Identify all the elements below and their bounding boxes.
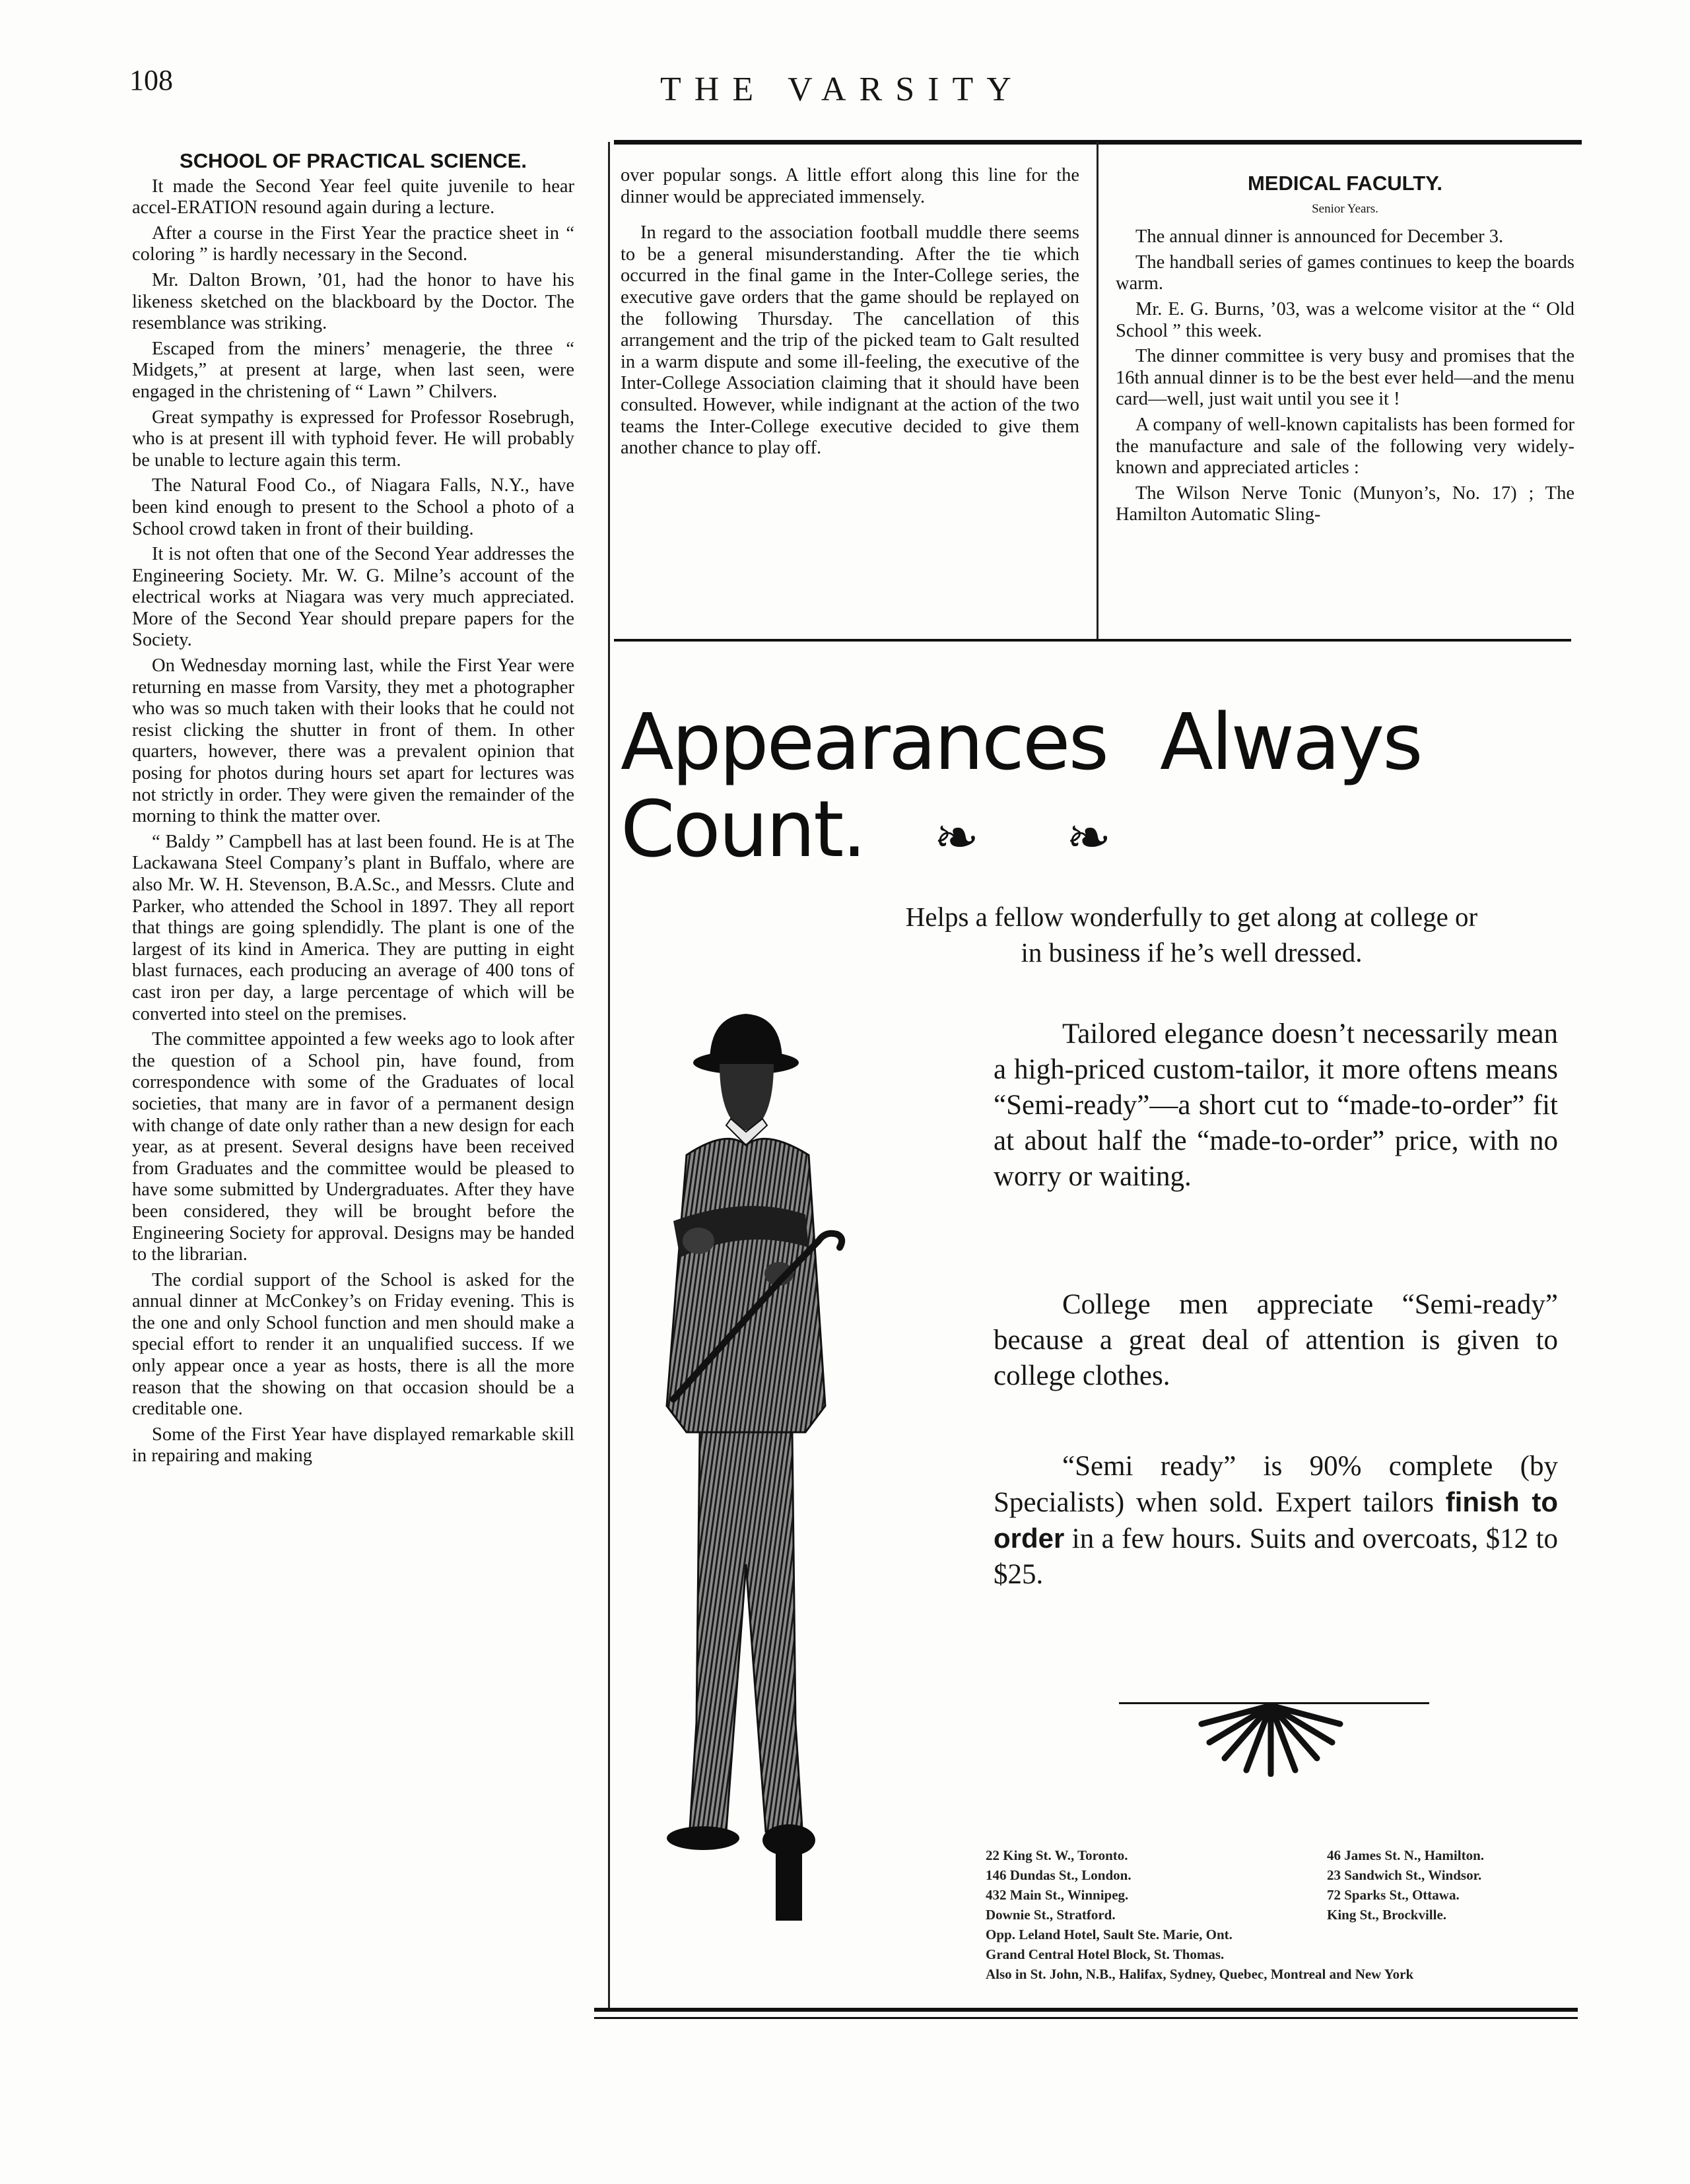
paragraph: Escaped from the miners’ menagerie, the three “ Midgets,” at present at large, when last seen, were engaged in the christening of “ Lawn ” Chilvers. bbox=[132, 338, 574, 402]
headline-word: Always bbox=[1160, 696, 1421, 787]
address-line: King St., Brockville. bbox=[1327, 1907, 1447, 1923]
page-number: 108 bbox=[129, 64, 173, 96]
section-heading: MEDICAL FACULTY. bbox=[1247, 172, 1443, 195]
publication-title: THE VARSITY bbox=[660, 71, 1025, 108]
ad-lead-line: Helps a fellow wonderfully to get along at college or bbox=[905, 902, 1478, 932]
sunburst-ornament-icon bbox=[1195, 1704, 1347, 1777]
paragraph: In regard to the association football muddle there seems to be a general misunderstanding. After the tie which occurred in the final game in the Inter-College series, the executive gave orders that the game should be replayed on the following Thursday. The cancellation of this arrangement and the trip of the picked team to Galt resulted in a warm dispute and some ill-feeling, the executive of the Inter-College Association claiming that it should have been consulted. However, while indignant at the action of the two teams the Inter-College executive decided to give them another chance to play off. bbox=[621, 222, 1079, 459]
football-column bbox=[621, 165, 1079, 463]
headline-word: Count. bbox=[621, 783, 865, 875]
footer-rule bbox=[594, 2008, 1578, 2012]
paragraph: Some of the First Year have displayed remarkable skill in repairing and making bbox=[132, 1424, 574, 1467]
address-line: Grand Central Hotel Block, St. Thomas. bbox=[986, 1946, 1225, 1962]
paragraph: “ Baldy ” Campbell has at last been found. He is at The Lackawana Steel Company’s plant in Buffalo, where are also Mr. W. H. Stevenson, B.A.Sc., and Messrs. Clute and Parker, who attended the School in 1897. They all report that things are going splendidly. The plant is one of the largest of its kind in America. They are putting in eight blast furnaces, each producing an average of 400 tons of cast iron per day, a large percentage of which will be converted into steel on the premises. bbox=[132, 831, 574, 1024]
address-line: Also in St. John, N.B., Halifax, Sydney, Quebec, Montreal and New York bbox=[986, 1966, 1414, 1982]
paragraph: The committee appointed a few weeks ago to look after the question of a School pin, have found, from correspondence with some of the Graduates of local societies, that many are in favor of a permanent design with change of date only rather than a new design for each year, as at present. Several designs have been received from Graduates and the committee would be pleased to have some submitted by Undergraduates. After they have been considered, they will be brought before the Engineering Society for approval. Designs may be handed to the librarian. bbox=[132, 1029, 574, 1265]
column-divider-left bbox=[608, 142, 610, 2010]
address-line: 146 Dundas St., London. bbox=[986, 1867, 1132, 1883]
advertisement-top-rule bbox=[614, 639, 1571, 642]
paragraph: The annual dinner is announced for December 3. bbox=[1135, 226, 1504, 248]
ad-paragraph: Tailored elegance doesn’t necessarily mean a high-priced custom-tailor, it more oftens means “Semi-ready”—a short cut to “made-to-order” fit at about half the “made-to-order” price, with no worry or waiting. bbox=[994, 1018, 1558, 1192]
paragraph: Mr. E. G. Burns, ’03, was a welcome visitor at the “ Old School ” this week. bbox=[1116, 298, 1574, 341]
paragraph: It is not often that one of the Second Year addresses the Engineering Society. Mr. W. G. Milne’s account of the electrical works at Niagara was very much appreciated. More of the Second Year should prepare papers for the Society. bbox=[132, 544, 574, 651]
ad-paragraph bbox=[994, 1449, 1558, 1593]
section-subheading: Senior Years. bbox=[1312, 201, 1378, 216]
paragraph: Mr. Dalton Brown, ’01, had the honor to have his likeness sketched on the blackboard by the Doctor. The resemblance was striking. bbox=[132, 269, 574, 334]
paragraph: The cordial support of the School is asked for the annual dinner at McConkey’s on Friday evening. This is the one and only School function and men should make a special effort to render it an unqualified success. If we only appear once a year as hosts, there is all the more reason that the showing on that occasion should be a creditable one. bbox=[132, 1269, 574, 1420]
medical-faculty-column bbox=[1116, 173, 1574, 530]
paragraph: After a course in the First Year the practice sheet in “ coloring ” is hardly necessary in the Second. bbox=[132, 222, 574, 265]
ad-lead-line: in business if he’s well dressed. bbox=[1021, 937, 1363, 968]
ad-paragraph: College men appreciate “Semi-ready” because a great deal of attention is given to college clothes. bbox=[994, 1289, 1558, 1391]
address-line: 72 Sparks St., Ottawa. bbox=[1327, 1887, 1460, 1903]
ad-bold-text: finish to order bbox=[994, 1486, 1558, 1554]
headline-word: Appearances bbox=[621, 696, 1107, 787]
address-line: 22 King St. W., Toronto. bbox=[986, 1847, 1128, 1863]
footer-rule bbox=[594, 2017, 1578, 2019]
address-line: 46 James St. N., Hamilton. bbox=[1327, 1847, 1484, 1863]
paragraph: Great sympathy is expressed for Professor Rosebrugh, who is at present ill with typhoid fever. He will probably be unable to lecture again this term. bbox=[132, 407, 574, 471]
address-line: Opp. Leland Hotel, Sault Ste. Marie, Ont. bbox=[986, 1927, 1233, 1942]
address-line: 432 Main St., Winnipeg. bbox=[986, 1887, 1129, 1903]
store-addresses-right bbox=[1327, 1845, 1565, 1925]
paragraph: The Wilson Nerve Tonic (Munyon’s, No. 17) ; The Hamilton Automatic Sling- bbox=[1116, 482, 1574, 525]
ad-headline bbox=[621, 698, 1479, 882]
section-heading: SCHOOL OF PRACTICAL SCIENCE. bbox=[180, 149, 527, 172]
paragraph: The dinner committee is very busy and promises that the 16th annual dinner is to be the best ever held—and the menu card—well, just wait until you see it ! bbox=[1116, 346, 1574, 410]
leaf-ornament-icon: ❧ bbox=[933, 807, 978, 869]
gentleman-illustration bbox=[627, 997, 997, 1987]
ad-lead-text bbox=[812, 899, 1571, 970]
column-divider-mid bbox=[1097, 142, 1098, 640]
paragraph: The Natural Food Co., of Niagara Falls, N.Y., have been kind enough to present to the School a photo of a School crowd taken in front of their building. bbox=[132, 475, 574, 539]
paragraph: A company of well-known capitalists has been formed for the manufacture and sale of the following very widely-known and appreciated articles : bbox=[1116, 414, 1574, 479]
school-of-practical-science-column bbox=[132, 150, 574, 1471]
paragraph: over popular songs. A little effort along this line for the dinner would be appreciated immensely. bbox=[621, 165, 1079, 207]
paragraph: It made the Second Year feel quite juvenile to hear accel-ERATION resound again during a lecture. bbox=[132, 176, 574, 218]
address-line: 23 Sandwich St., Windsor. bbox=[1327, 1867, 1482, 1883]
ad-text: “Semi ready” is 90% complete (by Specialists) when sold. Expert tailors bbox=[994, 1451, 1558, 1518]
leaf-ornament-icon: ❧ bbox=[1065, 807, 1110, 869]
ad-text: in a few hours. Suits and overcoats, $12 to $25. bbox=[994, 1523, 1559, 1590]
paragraph: The handball series of games continues to keep the boards warm. bbox=[1116, 251, 1574, 294]
paragraph: On Wednesday morning last, while the First Year were returning en masse from Varsity, they met a photographer who was so much taken with their looks that he could not resist clicking the shutter in front of them. In other quarters, however, there was a prevalent opinion that posing for photos during hours set apart for lectures was not strictly in order. They were given the remainder of the morning to think the matter over. bbox=[132, 655, 574, 827]
address-line: Downie St., Stratford. bbox=[986, 1907, 1116, 1923]
